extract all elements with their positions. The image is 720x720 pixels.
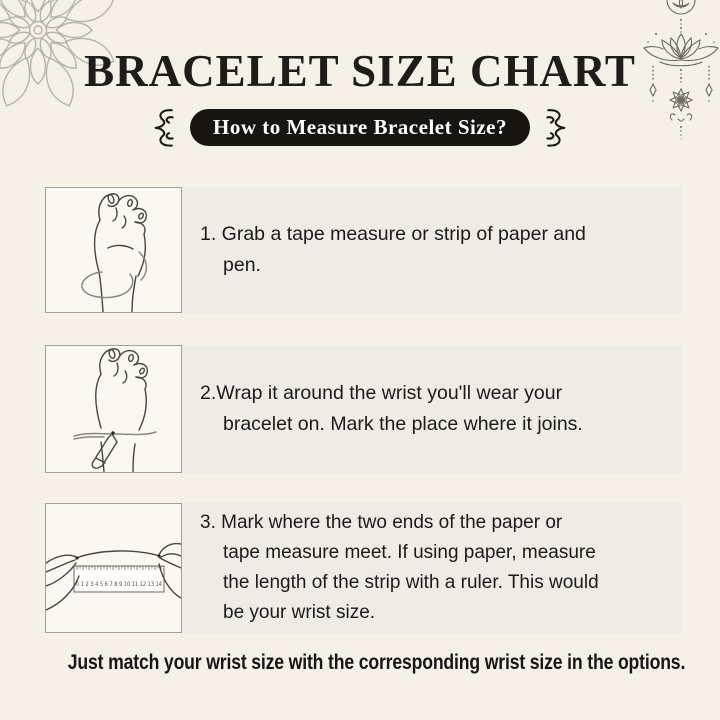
fist-with-string-and-pen-icon: [46, 346, 181, 472]
page-title: BRACELET SIZE CHART: [84, 46, 636, 96]
step2-text: [182, 345, 583, 473]
step3-line: 3. Mark where the two ends of the paper or: [200, 512, 563, 533]
step3-line: be your wrist size.: [223, 602, 376, 623]
footer-text: Just match your wrist size with the corresponding wrist size in the options.: [67, 650, 686, 674]
flourish-left-icon: [147, 105, 177, 149]
step-row-2: [45, 345, 682, 473]
step2-illustration-box: [45, 345, 182, 473]
flourish-right-icon: [543, 105, 573, 149]
step2-line: 2.Wrap it around the wrist you'll wear your: [200, 382, 563, 404]
step3-line: the length of the strip with a ruler. This would: [223, 572, 599, 593]
step2-line: bracelet on. Mark the place where it joins.: [223, 413, 583, 435]
steps-list: [45, 187, 682, 633]
step3-line: tape measure meet. If using paper, measure: [223, 542, 596, 563]
ruler-numbers: 0 1 2 3 4 5 6 7 8 9 10 11 12 13 14: [76, 581, 163, 588]
step-row-3: [45, 503, 682, 633]
step-row-1: [45, 187, 682, 313]
step3-illustration-box: [45, 503, 182, 633]
hands-ruler-string-icon: [46, 504, 181, 632]
subtitle-badge: How to Measure Bracelet Size?: [190, 109, 530, 146]
step1-line: pen.: [223, 254, 261, 276]
step1-line: 1. Grab a tape measure or strip of paper and: [200, 223, 586, 245]
footer-note: [0, 650, 720, 675]
step3-text: [182, 503, 599, 633]
step1-text: [182, 187, 586, 313]
fist-with-bracelet-icon: [46, 188, 181, 312]
subtitle-row: [0, 104, 720, 150]
step1-illustration-box: [45, 187, 182, 313]
